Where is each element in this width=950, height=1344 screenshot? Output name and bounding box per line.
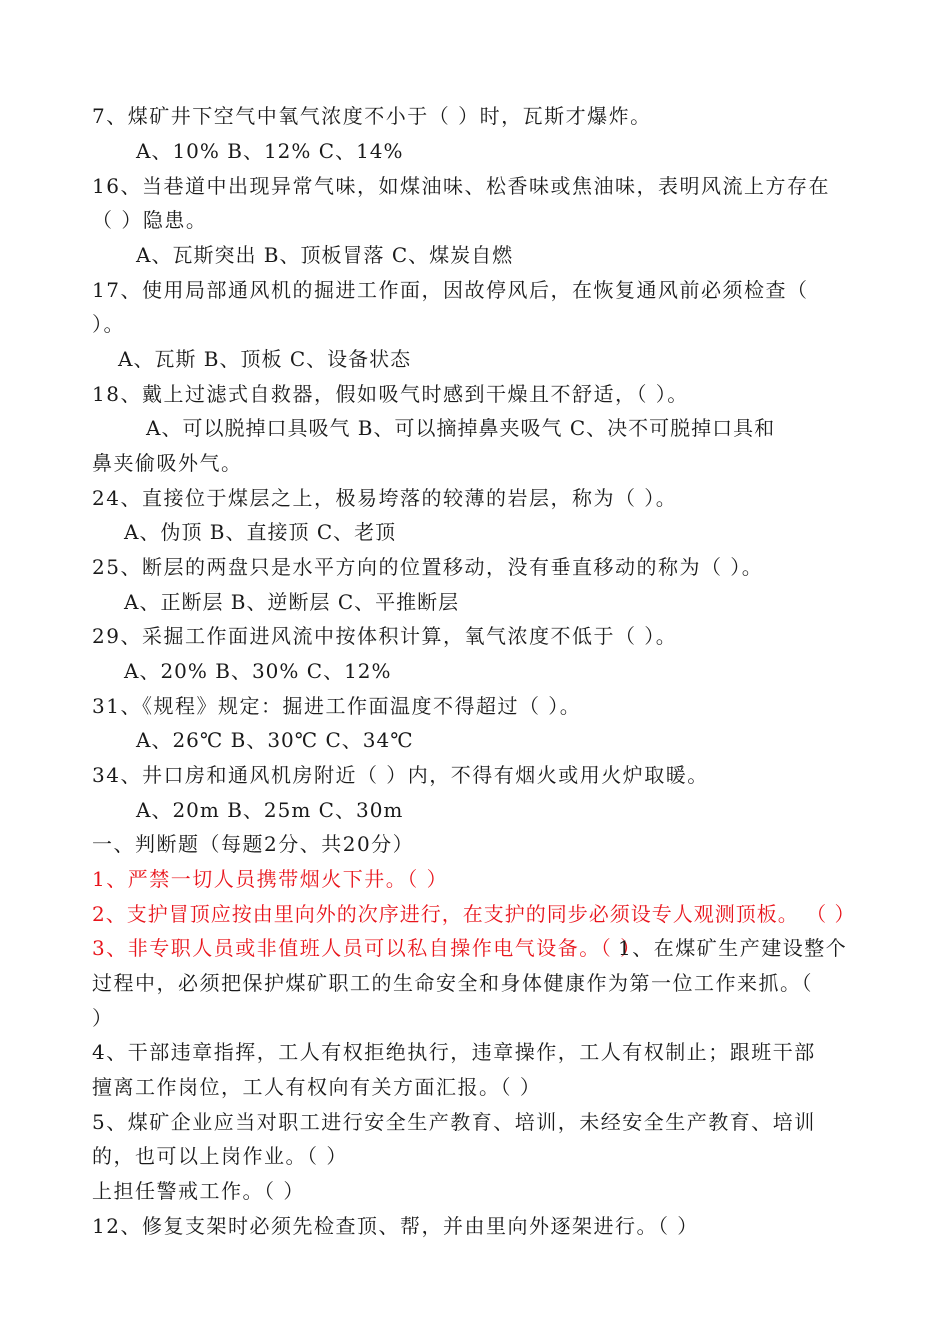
tf-item-3-highlighted: 3、非专职人员或非值班人员可以私自操作电气设备。（ ） bbox=[92, 936, 642, 960]
question-17-options: A、瓦斯 B、顶板 C、设备状态 bbox=[118, 347, 412, 371]
question-25-options: A、正断层 B、逆断层 C、平推断层 bbox=[124, 590, 460, 614]
question-34: 34、井口房和通风机房附近（ ）内，不得有烟火或用火炉取暖。 bbox=[92, 763, 709, 787]
question-31: 31、《规程》规定：掘进工作面温度不得超过（ ）。 bbox=[92, 694, 582, 718]
section-heading-true-false: 一、判断题（每题2分、共20分） bbox=[92, 832, 415, 856]
question-18-options: A、可以脱掉口具吸气 B、可以摘掉鼻夹吸气 C、决不可脱掉口具和 bbox=[146, 416, 776, 440]
question-18: 18、戴上过滤式自救器，假如吸气时感到干燥且不舒适，（ ）。 bbox=[92, 382, 689, 406]
question-16-cont: （ ）隐患。 bbox=[92, 208, 208, 232]
question-24: 24、直接位于煤层之上，极易垮落的较薄的岩层，称为（ ）。 bbox=[92, 486, 678, 510]
tf-item-4: 4、干部违章指挥，工人有权拒绝执行，违章操作，工人有权制止；跟班干部 bbox=[92, 1040, 816, 1064]
tf-item-fragment: 上担任警戒工作。（ ） bbox=[92, 1179, 305, 1203]
question-16: 16、当巷道中出现异常气味，如煤油味、松香味或焦油味，表明风流上方存在 bbox=[92, 174, 830, 198]
question-34-options: A、20m B、25m C、30m bbox=[136, 798, 404, 822]
question-18-options-cont: 鼻夹偷吸外气。 bbox=[92, 451, 243, 475]
tf-item-12: 12、修复支架时必须先检查顶、帮，并由里向外逐架进行。（ ） bbox=[92, 1214, 699, 1238]
tf-item-1-start: 1、在煤矿生产建设整个 bbox=[618, 936, 848, 960]
tf-item-2-highlighted: 2、支护冒顶应按由里向外的次序进行，在支护的同步必须设专人观测顶板。 （ ） bbox=[92, 902, 856, 926]
question-29-options: A、20% B、30% C、12% bbox=[124, 659, 392, 683]
question-25: 25、断层的两盘只是水平方向的位置移动，没有垂直移动的称为（ ）。 bbox=[92, 555, 764, 579]
question-7: 7、煤矿井下空气中氧气浓度不小于（ ）时，瓦斯才爆炸。 bbox=[92, 104, 652, 128]
tf-item-5-cont: 的，也可以上岗作业。（ ） bbox=[92, 1144, 348, 1168]
question-29: 29、采掘工作面进风流中按体积计算，氧气浓度不低于（ ）。 bbox=[92, 624, 678, 648]
tf-item-1-end: ） bbox=[92, 1006, 114, 1030]
question-31-options: A、26℃ B、30℃ C、34℃ bbox=[136, 728, 414, 752]
tf-item-5: 5、煤矿企业应当对职工进行安全生产教育、培训，未经安全生产教育、培训 bbox=[92, 1110, 816, 1134]
question-24-options: A、伪顶 B、直接顶 C、老顶 bbox=[124, 520, 397, 544]
question-17-cont: ）。 bbox=[92, 312, 125, 336]
tf-item-1-cont: 过程中，必须把保护煤矿职工的生命安全和身体健康作为第一位工作来抓。（ bbox=[92, 971, 813, 995]
tf-item-4-cont: 擅离工作岗位，工人有权向有关方面汇报。（ ） bbox=[92, 1075, 542, 1099]
question-17: 17、使用局部通风机的掘进工作面，因故停风后，在恢复通风前必须检查（ bbox=[92, 278, 809, 302]
question-16-options: A、瓦斯突出 B、顶板冒落 C、煤炭自燃 bbox=[136, 243, 514, 267]
tf-item-1-highlighted: 1、严禁一切人员携带烟火下井。（ ） bbox=[92, 867, 449, 891]
question-7-options: A、10% B、12% C、14% bbox=[136, 139, 404, 163]
